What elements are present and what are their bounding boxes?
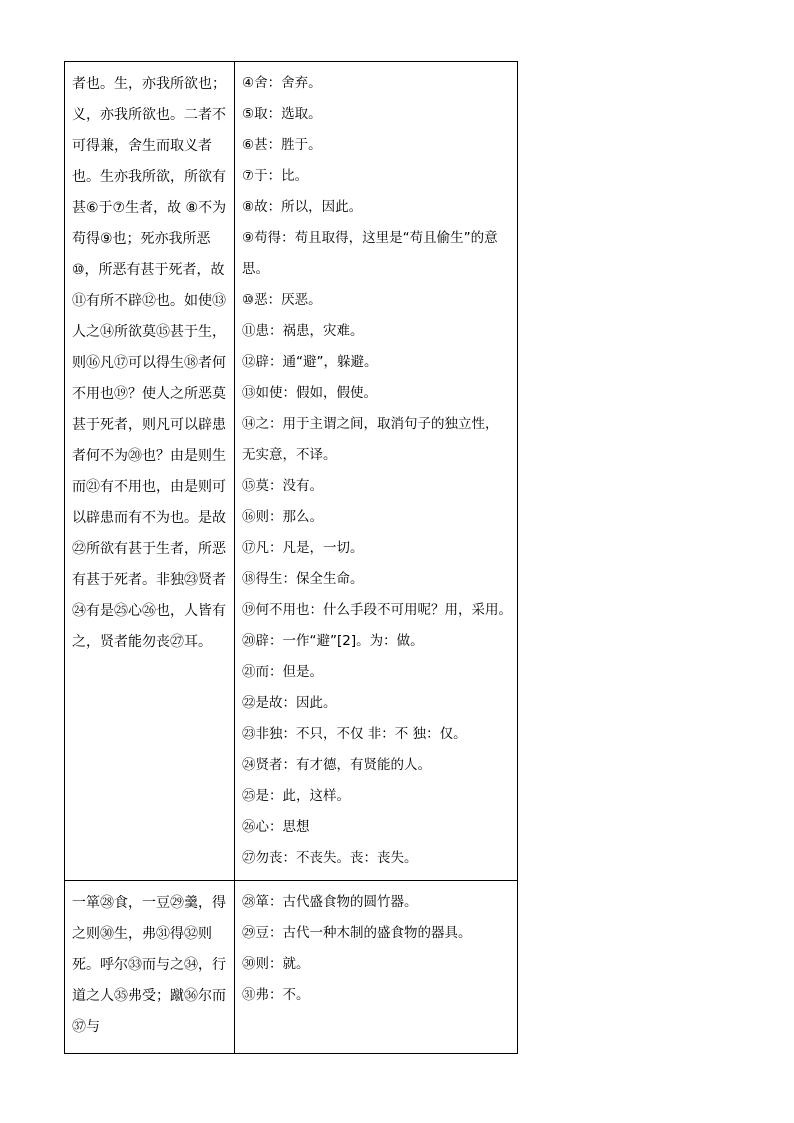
note-line: ⑦于：比。 bbox=[242, 168, 309, 184]
note-line: ④舍：舍弃。 bbox=[242, 75, 322, 91]
note-line: ⑤取：选取。 bbox=[242, 106, 322, 122]
table-row bbox=[65, 881, 518, 1054]
note-line: ㉘箪：古代盛食物的圆竹器。 bbox=[242, 894, 418, 910]
note-line: ⑳辟：一作“避”[2]。为：做。 bbox=[242, 633, 424, 649]
note-line: 思。 bbox=[242, 261, 269, 277]
original-text: 者也。生，亦我所欲也；义，亦我所欲也。二者不可得兼，舍生而取义者也。生亦我所欲，所欲有甚⑥于⑦生者，故 ⑧不为苟得⑨也；死亦我所恶⑩，所恶有甚于死者，故⑪有所不辟⑫也。如使⑬人之⑭所欲莫⑮甚于生，则⑯凡⑰可以得生⑱者何不用也⑲？使人之所恶莫甚于死者，则凡可以辟患者何不为⑳也？由是则生而㉑有不用也，由是则可以辟患而有不为也。是故㉒所欲有甚于生者，所恶有甚于死者。非独㉓贤者㉔有是㉕心㉖也，人皆有之，贤者能勿丧㉗耳。 bbox=[72, 76, 227, 650]
note-line: ⑰凡：凡是，一切。 bbox=[242, 540, 364, 556]
note-line: ㉚则：就。 bbox=[242, 956, 310, 972]
note-line: ㉒是故：因此。 bbox=[242, 695, 337, 711]
notes-list bbox=[235, 62, 517, 880]
table-row bbox=[65, 62, 518, 881]
note-line: ㉓非独：不只，不仅 非：不 独：仅。 bbox=[242, 726, 467, 742]
note-line: ⑥甚：胜于。 bbox=[242, 137, 322, 153]
note-line: ㉛弗：不。 bbox=[242, 987, 310, 1003]
note-line: ⑬如使：假如，假使。 bbox=[242, 385, 377, 401]
note-line: ⑫辟：通“避”，躲避。 bbox=[242, 354, 378, 370]
note-line: ㉗勿丧：不丧失。丧：丧失。 bbox=[242, 850, 418, 866]
note-line: 无实意，不译。 bbox=[242, 447, 337, 463]
note-line: ㉑而：但是。 bbox=[242, 664, 323, 680]
original-text: 一箪㉘食，一豆㉙羹，得之则㉚生，弗㉛得㉜则死。呼尔㉝而与之㉞，行道之人㉟弗受；蹴㊱尔而㊲与 bbox=[72, 895, 226, 1035]
annotation-table bbox=[64, 61, 518, 1054]
note-line: ㉙豆：古代一种木制的盛食物的器具。 bbox=[242, 925, 472, 941]
note-line: ⑮莫：没有。 bbox=[242, 478, 323, 494]
original-text-cell bbox=[65, 881, 235, 1054]
note-line: ⑪患：祸患，灾难。 bbox=[242, 323, 364, 339]
note-line: ⑯则：那么。 bbox=[242, 509, 323, 525]
note-line: ㉖心：思想 bbox=[242, 819, 310, 835]
notes-list bbox=[235, 881, 517, 1017]
note-line: ㉔贤者：有才德，有贤能的人。 bbox=[242, 757, 431, 773]
note-line: ⑱得生：保全生命。 bbox=[242, 571, 364, 587]
notes-cell bbox=[235, 62, 518, 881]
note-line: ⑩恶：厌恶。 bbox=[242, 292, 322, 308]
note-line: ㉕是：此，这样。 bbox=[242, 788, 350, 804]
note-line: ⑧故：所以，因此。 bbox=[242, 199, 363, 215]
note-line: ⑨苟得：苟且取得，这里是“苟且偷生”的意 bbox=[242, 230, 498, 246]
note-line: ⑭之：用于主谓之间，取消句子的独立性， bbox=[242, 416, 499, 432]
original-text-cell bbox=[65, 62, 235, 881]
note-line: ⑲何不用也：什么手段不可用呢？用，采用。 bbox=[242, 602, 512, 618]
notes-cell bbox=[235, 881, 518, 1054]
